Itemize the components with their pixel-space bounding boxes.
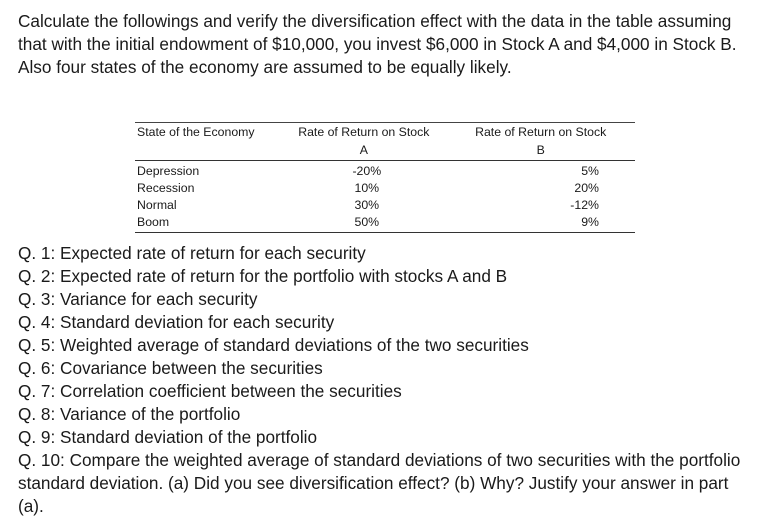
return-b-cell: 9% xyxy=(446,214,635,233)
state-cell: Recession xyxy=(137,181,195,195)
header-state-blank xyxy=(135,142,281,161)
table-row xyxy=(135,197,635,214)
table-row xyxy=(135,180,635,197)
problem-statement: Calculate the followings and verify the diversification effect with the data in the table assuming that with the initial endowment of $10,000, you invest $6,000 in Stock A and $4,000 in Stock B. Also four states of the economy are assumed to be equally likely. xyxy=(18,11,737,77)
question-item: Q. 1: Expected rate of return for each security xyxy=(18,243,366,263)
question-item: Q. 3: Variance for each security xyxy=(18,289,258,309)
header-stock-b-letter: B xyxy=(446,142,635,161)
header-stock-a-letter: A xyxy=(281,142,446,161)
question-item: Q. 9: Standard deviation of the portfolio xyxy=(18,427,318,447)
returns-table xyxy=(135,122,635,233)
question-item: Q. 7: Correlation coefficient between the securities xyxy=(18,381,402,401)
question-item: Q. 6: Covariance between the securities xyxy=(18,358,323,378)
header-stock-a: Rate of Return on Stock xyxy=(281,123,446,143)
return-a-cell: -20% xyxy=(352,164,382,178)
return-a-cell: 10% xyxy=(354,181,380,195)
return-b-cell: 5% xyxy=(581,164,599,178)
return-b-cell: 20% xyxy=(574,181,599,195)
return-b-cell: -12% xyxy=(570,198,599,212)
question-item: Q. 8: Variance of the portfolio xyxy=(18,404,241,424)
state-cell: Depression xyxy=(137,164,200,178)
state-cell: Normal xyxy=(137,198,177,212)
question-item: Q. 10: Compare the weighted average of standard deviations of two securities with the portfolio standard deviation. (a) Did you see diversification effect? (b) Why? Justify your answer in part (a). xyxy=(18,450,741,516)
header-state: State of the Economy xyxy=(135,123,281,143)
table-row xyxy=(135,214,635,233)
question-item: Q. 5: Weighted average of standard deviations of the two securities xyxy=(18,335,529,355)
return-a-cell: 50% xyxy=(281,214,446,233)
question-item: Q. 2: Expected rate of return for the portfolio with stocks A and B xyxy=(18,266,508,286)
table-row xyxy=(135,161,635,181)
question-list xyxy=(18,242,753,518)
question-item: Q. 4: Standard deviation for each security xyxy=(18,312,335,332)
table-header-row-2 xyxy=(135,142,635,161)
state-cell: Boom xyxy=(135,214,281,233)
header-stock-b: Rate of Return on Stock xyxy=(446,123,635,143)
return-a-cell: 30% xyxy=(354,198,380,212)
table-header-row xyxy=(135,123,635,143)
